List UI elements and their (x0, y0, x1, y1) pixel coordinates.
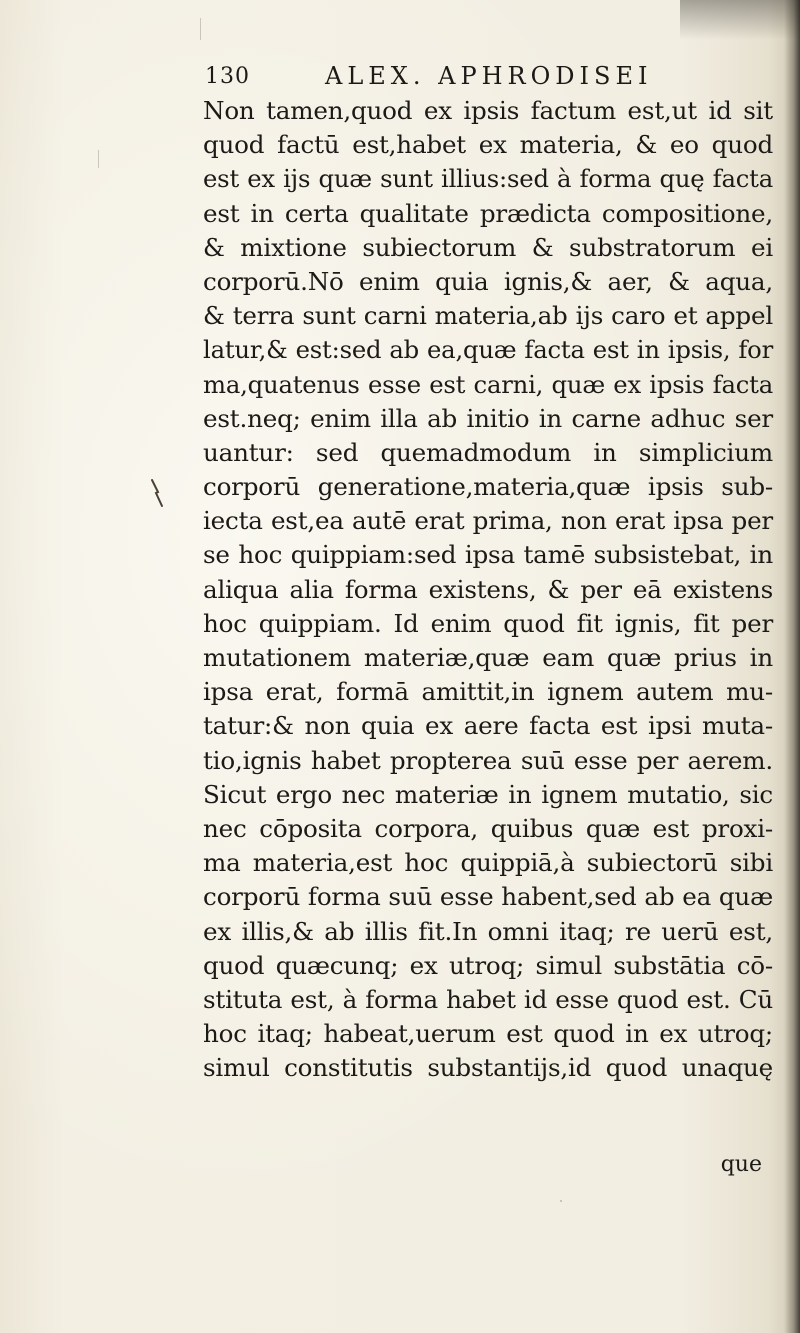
text-line: est ex ijs quæ sunt illius:sed à forma quę facta (203, 164, 773, 194)
running-head: ALEX. APHRODISEI (325, 62, 653, 90)
paper-blemish (560, 1200, 562, 1202)
paper-blemish (200, 18, 201, 40)
margin-pen-mark-icon (148, 478, 170, 508)
text-line: ma,quatenus esse est carni, quæ ex ipsis facta (203, 369, 773, 399)
text-line: est.neq; enim illa ab initio in carne adhuc ser (203, 403, 773, 433)
text-line: hoc quippiam. Id enim quod fit ignis, fit per (203, 608, 773, 638)
text-line: uantur: sed quemadmodum in simplicium (203, 437, 773, 467)
text-line: Sicut ergo nec materiæ in ignem mutatio, sic (203, 779, 773, 809)
text-line: Non tamen,quod ex ipsis factum est,ut id sit (203, 96, 773, 125)
text-line: ipsa erat, formā amittit,in ignem autem mu- (203, 677, 773, 707)
text-line: quod factū est,habet ex materia, & eo quod (203, 130, 773, 160)
text-line: quod quæcunq; ex utroq; simul substātia cō- (203, 950, 773, 980)
text-line: iecta est,ea autē erat prima, non erat ipsa per (203, 506, 773, 536)
text-line: tatur:& non quia ex aere facta est ipsi muta- (203, 711, 773, 741)
text-line: tio,ignis habet propterea suū esse per aerem. (203, 745, 773, 775)
folio-number: 130 (205, 64, 250, 89)
text-line: mutationem materiæ,quæ eam quæ prius in (203, 643, 773, 672)
page-gutter-shadow (784, 0, 800, 1333)
text-line: corporū generatione,materia,quæ ipsis sub- (203, 472, 773, 502)
text-line: hoc itaq; habeat,uerum est quod in ex utroq; (203, 1019, 773, 1049)
text-line: simul constitutis substantijs,id quod unaquę (203, 1053, 773, 1083)
text-line: latur,& est:sed ab ea,quæ facta est in ipsis, for (203, 335, 773, 365)
paper-blemish (98, 150, 99, 168)
text-line: stituta est, à forma habet id esse quod est. Cū (203, 984, 773, 1014)
catchword: que (720, 1152, 762, 1177)
text-line: nec cōposita corpora, quibus quæ est proxi- (203, 813, 773, 843)
text-line: & terra sunt carni materia,ab ijs caro et appel (203, 301, 773, 331)
text-line: corporū.Nō enim quia ignis,& aer, & aqua, (203, 266, 773, 296)
text-line: corporū forma suū esse habent,sed ab ea quæ (203, 882, 773, 912)
text-line: ex illis,& ab illis fit.In omni itaq; re uerū est, (203, 916, 773, 946)
text-line: se hoc quippiam:sed ipsa tamē subsistebat, in (203, 540, 773, 570)
text-line: est in certa qualitate prædicta compositione, (203, 198, 773, 228)
page-corner-shadow (680, 0, 800, 40)
text-line: aliqua alia forma existens, & per eā existens (203, 574, 773, 604)
text-line: & mixtione subiectorum & substratorum ei (203, 232, 773, 262)
text-line: ma materia,est hoc quippiā,à subiectorū sibi (203, 848, 773, 878)
page-header (205, 62, 765, 92)
body-text (203, 94, 773, 1085)
